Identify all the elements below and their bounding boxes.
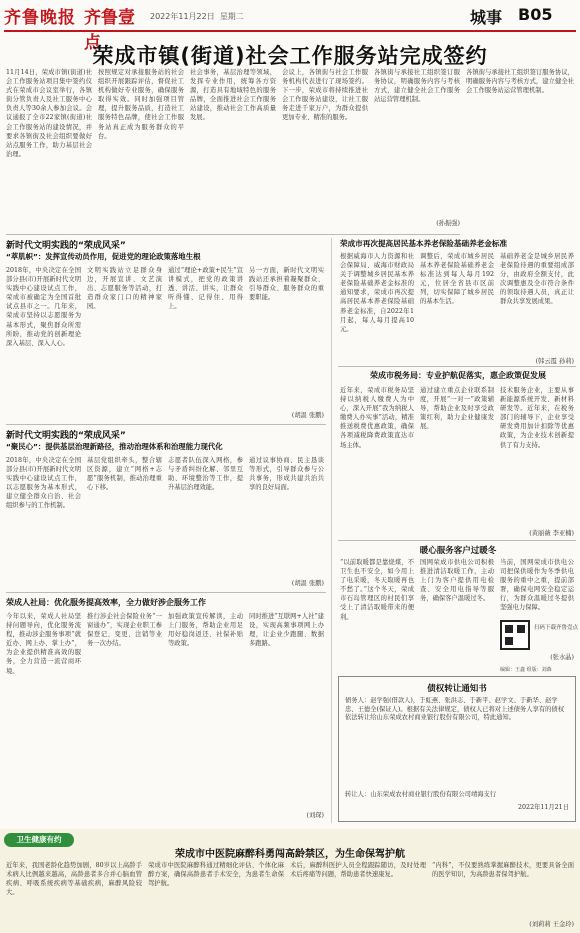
lead-col-2: 按照规定对承接服务站的社会组织开展跟踪评估，督促社工机构做好专业服务，确保服务取得实效。同时加强项目管理，提升服务品质，打造社工服务特色品牌，使社会工作服务站真正成为服务群众的平台。	[98, 69, 184, 140]
notice-box	[338, 676, 576, 822]
column-divider	[331, 238, 332, 823]
right-story3-col-2: 国网荣成市供电公司积极推进清洁取暖工作，主动上门为客户提供用电检查、安全用电指导等服务，确保客户温暖过冬。	[420, 559, 494, 603]
story3-col-3: 加强政策宣传解读，主动上门服务，帮助企业用足用好稳岗返还、社保补贴等政策。	[168, 613, 243, 648]
health-byline: (刘莉莉 王金玲)	[529, 921, 574, 928]
right-story1-byline: (韩云霞 孙莉)	[535, 358, 574, 365]
newspaper-logo: 齐鲁晚报	[4, 8, 76, 28]
health-col-1: 近年来，我国老龄化趋势加剧，80岁以上高龄手术病人比例越来越高，高龄患者多合并心脑血管疾病、呼吸系统疾病等基础疾病，麻醉风险较大。	[6, 862, 142, 897]
story1-col-1: 2018年，中央决定在全国部分县(市)开展新时代文明实践中心建设试点工作，荣成市被确定为全国首批试点县市之一。几年来，荣成市坚持以志愿服务为基本形式，聚焦群众所需所盼，推动党的创新理论深入基层、深入人心。	[6, 267, 81, 347]
qr-code[interactable]	[500, 620, 530, 650]
divider	[6, 424, 326, 425]
story2-col-3: 志愿者队伍深入网格，参与矛盾纠纷化解、邻里互助、环境整治等工作，提升基层治理效能。	[168, 457, 243, 492]
health-col-4: “内科”，不仅要熟练掌握麻醉技术，更要具备全面的医学知识，为高龄患者保驾护航。	[432, 862, 574, 879]
health-feature	[0, 829, 580, 933]
story2-col-1: 2018年，中央决定在全国部分县(市)开展新时代文明实践中心建设试点工作，以志愿服务为基本形式，建立健全群众自治、社会组织参与的工作机制。	[6, 457, 81, 510]
health-brand-badge: 卫生健康有约	[4, 833, 74, 847]
qr-marker	[505, 637, 513, 645]
divider	[6, 234, 460, 235]
notice-title: 债权转让通知书	[427, 684, 487, 694]
lead-col-1: 11月14日，荣成市镇(街道)社会工作服务站项目集中签约仪式在荣成市会议室举行，各镇街分管负责人及社工服务中心负责人等30余人参加会议。会议通报了全市22家镇(街道)社会工作服务站的建设情况，并要求各镇街及社会组织要做好站点服务工作，助力基层社会治理。	[6, 69, 92, 158]
story1-title: 新时代文明实践的“荣成风采”	[6, 241, 126, 251]
right-story3-col-1: “以前取暖都是靠烧煤，不卫生也不安全，如今用上了电采暖，冬天取暖再也不愁了。”这个冬天，荣成市石岛管理区的村民们享受上了清洁取暖带来的便利。	[340, 559, 414, 621]
lead-col-3: 社会事务，基层治理等领域，发挥专业作用，统筹各方资源，打造具有地域特色的服务品牌，全面推进社会工作服务站建设，推动社会工作高质量发展。	[190, 69, 276, 122]
story3-title: 荣成人社局：优化服务提高效率，全力做好涉企服务工作	[6, 598, 206, 607]
story1-col-3: 通过“理论+政策+民生”宣讲模式，把党的政策讲透、讲活、讲实，让群众听得懂、记得住、用得上。	[168, 267, 243, 311]
story3-byline: (刘琛)	[306, 812, 324, 819]
date-text: 2022年11月22日	[150, 12, 215, 21]
issue-date	[150, 11, 244, 22]
notice-body: 债务人：赵学强(借款人)，于虹燕、张洪志、于新平、赵学文、于新华、赵学忠、王德全(保证人)。根据有关法律规定，债权人已将对上述债务人享有的债权依法转让给山东荣成农村商业银行股份有限公司，特此通知。	[345, 697, 565, 722]
notice-signature: 转让人：山东荣成农村商业银行股份有限公司靖海支行	[345, 791, 497, 798]
story2-title: 新时代文明实践的“荣成风采”	[6, 431, 126, 441]
right-story3-col-3: 当前，国网荣成市供电公司把保供暖作为冬季供电服务的重中之重，提前部署，确保电网安全稳定运行，为群众温暖过冬提供坚强电力保障。	[500, 559, 574, 612]
story1-col-4: 另一方面，新时代文明实践站还承担着凝聚群众、引导群众、服务群众的重要职能。	[249, 267, 324, 302]
right-story2-col-2: 通过建立重点企业联系制度，开展“一对一”政策辅导，帮助企业及时享受政策红利，助力企业健康发展。	[420, 387, 494, 431]
story2-byline: (胡温 张鹏)	[291, 580, 324, 587]
masthead-rule	[4, 30, 576, 32]
section-name: 城事	[470, 8, 503, 27]
health-headline: 荣成市中医院麻醉科勇闯高龄禁区，为生命保驾护航	[175, 849, 405, 860]
lead-col-5: 各镇街与承接社工组织签订服务协议，明确服务内容与考核方式，建立健全社会工作服务站运营管理机制。	[374, 69, 460, 104]
right-story1-col-2: 调整后，荣成市城乡居民基本养老保险基础养老金标准达到每人每月192元，位居全省县市区前列，切实保障了城乡居民的基本生活。	[420, 253, 494, 306]
right-story2-byline: (黄丽薇 李亚楠)	[529, 530, 574, 537]
editor-credit: 编辑：王鑫 组版：刘森	[500, 667, 552, 673]
qr-marker	[505, 625, 513, 633]
qr-caption: 扫码下载齐鲁壹点	[534, 625, 579, 631]
right-story2-title: 荣成市税务局：专业护航促落实，惠企政策促发展	[370, 371, 546, 380]
main-headline: 荣成市镇(街道)社会工作服务站完成签约	[92, 44, 488, 68]
right-story1-title: 荣成市再次提高居民基本养老保险基础养老金标准	[340, 239, 508, 248]
story1-byline: (胡温 张鹏)	[291, 412, 324, 419]
lead-byline: (孙振强)	[436, 220, 460, 227]
app-logo: 齐鲁壹点	[84, 8, 135, 53]
right-story3-byline: (张水晶)	[550, 654, 574, 661]
story2-subtitle: “聚民心”：提供基层治理新路径，推动治理体系和治理能力现代化	[6, 442, 223, 451]
story1-subtitle: “萃肌帜”：发挥宣传动员作用，促进党的理论政策落地生根	[6, 252, 201, 261]
page-number: B05	[518, 5, 553, 24]
story3-col-4: 同时推进“互联网+人社”建设，实现高频事项网上办理，让企业少跑腿、数据多跑路。	[249, 613, 324, 648]
weekday-text: 星期二	[219, 12, 244, 21]
right-story1-col-1: 根据威海市人力资源和社会保障局、威海市财政局关于调整城乡居民基本养老保险基础养老金标准的通知要求，荣成市再次提高居民基本养老保险基础养老金标准，自2022年1月起，每人每月提高10元。	[340, 253, 414, 333]
divider	[338, 540, 576, 541]
right-story1-col-3: 基础养老金是城乡居民养老保险待遇的重要组成部分，由政府全额支付，此次调整惠及全市符合条件的领取待遇人员，真正让群众共享发展成果。	[500, 253, 574, 306]
right-top-col: 各镇街与承接社工组织签订服务协议，明确服务内容与考核方式，建立健全社会工作服务站运营管理机制。	[466, 69, 574, 95]
lead-col-4: 会议上，各镇街与社会工作服务机构代表进行了现场签约。下一步，荣成市将持续推进社会工作服务站建设，让社工服务走进千家万户，为群众提供更加专业、精准的服务。	[282, 69, 368, 122]
masthead	[0, 0, 580, 53]
story3-col-1: 今年以来，荣成人社局坚持问题导向，优化服务流程，推动涉企服务事项“就近办、网上办、掌上办”，为企业提供精准高效的服务，全力营造一流营商环境。	[6, 613, 81, 675]
divider	[338, 366, 576, 367]
notice-date: 2022年11月21日	[518, 804, 569, 811]
story3-col-2: 推行涉企社会保险业务“一窗通办”，实现企业职工参保登记、变更、注销等业务一次办结。	[87, 613, 162, 648]
health-col-3: 术后，麻醉科医护人员全程跟踪随访，及时处理术后疼痛等问题，帮助患者快速康复。	[290, 862, 426, 879]
story2-col-2: 基层党组织牵头，整合辖区资源，建立“网格+志愿”服务机制，推动治理重心下移。	[87, 457, 162, 492]
right-story2-col-1: 近年来，荣成市税务局坚持以纳税人缴费人为中心，深入开展“我为纳税人缴费人办实事”活动，精准推送税费优惠政策，确保各项减税降费政策直达市场主体。	[340, 387, 414, 449]
right-story2-col-3: 技术服务企业，主要从事新能源系统开发、新材料研发等。近年来，在税务部门的辅导下，企业享受研发费用加计扣除等优惠政策，为企业技术创新提供了有力支持。	[500, 387, 574, 449]
health-col-2: 荣成市中医院麻醉科通过精细化评估、个体化麻醉方案，确保高龄患者手术安全，为患者生命保驾护航。	[148, 862, 284, 888]
story1-col-2: 文明实践站立足群众身边，开展宣讲、文艺演出、志愿服务等活动，打造群众家门口的精神家园。	[87, 267, 162, 311]
story2-col-4: 通过议事协商、民主恳谈等形式，引导群众参与公共事务，形成共建共治共享的良好局面。	[249, 457, 324, 492]
divider	[6, 592, 326, 593]
qr-marker	[517, 625, 525, 633]
right-story3-title: 暖心服务客户过暖冬	[419, 546, 497, 556]
